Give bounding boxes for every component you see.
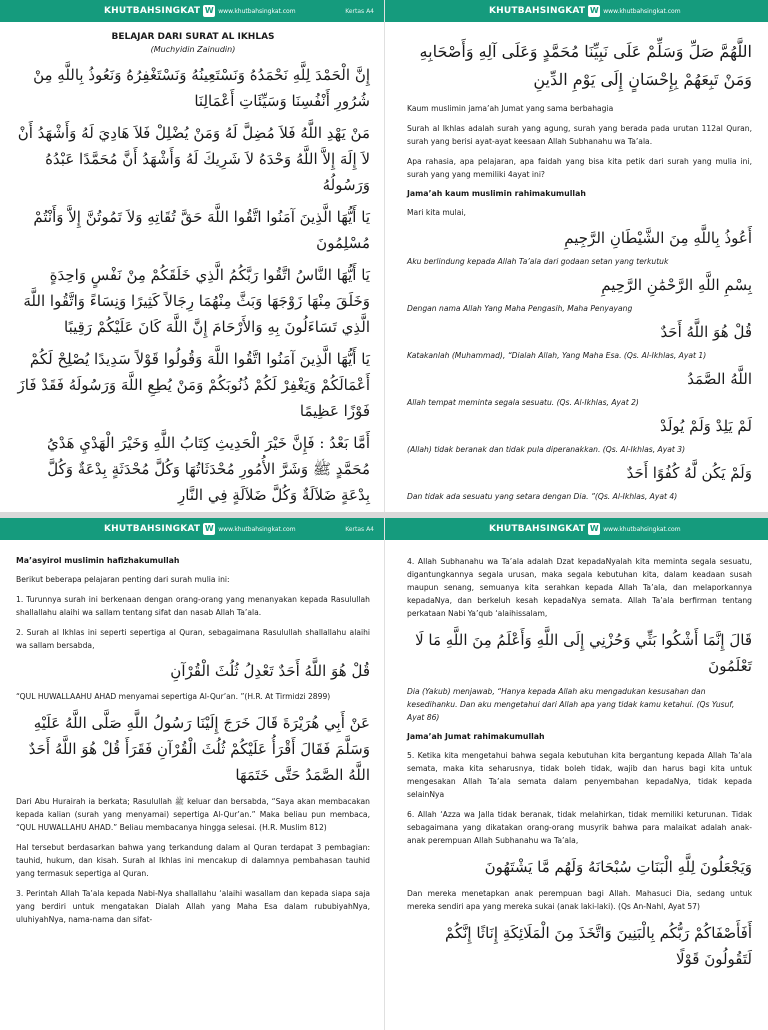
point-3: 3. Perintah Allah Ta’ala kepada Nabi-Nya shallallahu ‘alaihi wasallam dan kepada siapa saja yang berdiri untuk mengatakan Dialah Allah yang Maha Esa dalam rububiyahNya, uluhiyahNya, nama-nama dan sifat-	[16, 889, 370, 924]
arabic-shalawat: اللَّهُمَّ صَلِّ وَسَلِّمْ عَلَى نَبِيِّنَا مُحَمَّدٍ وَعَلَى آلِهِ وَأَصْحَابِهِ وَمَنْ تَبِعَهُمْ بِإِحْسَانٍ إِلَى يَوْمِ الدِّينِ	[419, 42, 752, 89]
paper-size-label: Kertas A4	[345, 7, 374, 15]
arabic-ayat-an-nisa: يَا أَيُّهَا النَّاسُ اتَّقُوا رَبَّكُمُ الَّذِي خَلَقَكُمْ مِنْ نَفْسٍ وَاحِدَةٍ وَخَلَقَ مِنْهَا زَوْجَهَا وَبَثَّ مِنْهُمَا رِجَالاً كَثِيرًا وَنِسَاءً وَاتَّقُوا اللَّهَ الَّذِي تَسَاءَلُونَ بِهِ وَالأَرْحَامَ إِنَّ اللَّهَ كَانَ عَلَيْكُمْ رَقِيبًا	[23, 266, 370, 336]
point-1: 1. Turunnya surah ini berkenaan dengan orang-orang yang menanyakan kepada Rasulullah shallallahu alaihi wa sallam tentang sifat dan nasab Allah Ta’ala.	[16, 595, 370, 617]
arabic-ayat-3: لَمْ يَلِدْ وَلَمْ يُولَدْ	[659, 417, 752, 435]
translation: Allah tempat meminta segala sesuatu. (Qs. Al-Ikhlas, Ayat 2)	[407, 398, 639, 407]
translation: (Allah) tidak beranak dan tidak pula diperanakkan. (Qs. Al-Ikhlas, Ayat 3)	[407, 445, 686, 454]
arabic-khutbah-opening: إِنَّ الْحَمْدَ لِلَّهِ نَحْمَدُهُ وَنَسْتَعِينُهُ وَنَسْتَغْفِرُهُ وَنَعُوذُ بِاللَّهِ مِنْ شُرُورِ أَنْفُسِنَا وَسَيِّئَاتِ أَعْمَالِنَا	[33, 66, 370, 110]
paragraph: Apa rahasia, apa pelajaran, apa faidah yang bisa kita petik dari surah yang mulia ini, surah yang yang memiliki 4ayat ini?	[407, 157, 752, 179]
section-heading: Jama’ah Jumat rahimakumullah	[407, 732, 545, 741]
hadith-translation: Dari Abu Hurairah ia berkata; Rasulullah ﷺ keluar dan bersabda, “Saya akan membacakan kepada kalian (surah yang menyamai) sepertiga Al-Qur’an.” Maka beliau pun membaca, “QUL HUWALLAHU AHAD.” Beliau membacanya hingga selesai. (H.R. Muslim 812)	[16, 797, 370, 832]
arabic-taawwudz: أَعُوذُ بِاللَّهِ مِنَ الشَّيْطَانِ الرَّجِيمِ	[564, 229, 752, 247]
section-heading: Ma’asyirol muslimin hafizhakumullah	[16, 556, 180, 565]
hadith-quote: “QUL HUWALLAAHU AHAD menyamai sepertiga Al-Qur’an. ”(H.R. At Tirmidzi 2899)	[16, 692, 331, 701]
brand-logo-icon: W	[204, 524, 214, 533]
arabic-ayat-1: قُلْ هُوَ اللَّهُ أَحَدٌ	[660, 323, 752, 341]
arabic-ayat-al-ahzab: يَا أَيُّهَا الَّذِينَ آمَنُوا اتَّقُوا اللَّهَ وَقُولُوا قَوْلاً سَدِيدًا يُصْلِحْ لَكُمْ أَعْمَالَكُمْ وَيَغْفِرْ لَكُمْ ذُنُوبَكُمْ وَمَنْ يُطِعِ اللَّهَ وَرَسُولَهُ فَقَدْ فَازَ فَوْزًا عَظِيمًا	[17, 350, 370, 420]
section-heading: Jama’ah kaum muslimin rahimakumullah	[407, 189, 586, 198]
page-2	[384, 0, 768, 512]
point-4: 4. Allah Subhanahu wa Ta’ala adalah Dzat kepadaNyalah kita meminta segala sesuatu, digantungkannya segala urusan, maka segala kebutuhan kita, dalam keadaan susah maupun senang, semuanya kita serahkan kepada Allah Ta’ala, dan melaporkannya kepadaNya, dan berkeluh kesah kepadaNya semata. Allah Ta’ala berfirman tentang perkataan Nabi Ya’qub ‘alaihissalam,	[407, 557, 752, 618]
page-header	[0, 0, 384, 22]
site-url[interactable]: www.khutbahsingkat.com	[218, 525, 296, 533]
document-title: BELAJAR DARI SURAT AL IKHLAS	[111, 32, 275, 42]
page-1	[0, 0, 384, 512]
arabic-ayat-ali-imran: يَا أَيُّهَا الَّذِينَ آمَنُوا اتَّقُوا اللَّهَ حَقَّ تُقَاتِهِ وَلاَ تَمُوتُنَّ إِلاَّ وَأَنْتُمْ مُسْلِمُونَ	[33, 208, 370, 252]
brand-name: KHUTBAHSINGKAT	[489, 6, 586, 16]
brand-logo-icon: W	[589, 524, 599, 533]
brand-logo-icon: W	[589, 6, 599, 15]
site-url[interactable]: www.khutbahsingkat.com	[603, 525, 681, 533]
translation: Katakanlah (Muhammad), “Dialah Allah, Yang Maha Esa. (Qs. Al-Ikhlas, Ayat 1)	[407, 351, 707, 360]
arabic-ayat-yusuf: قَالَ إِنَّمَا أَشْكُوا بَثِّي وَحُزْنِي إِلَى اللَّهِ وَأَعْلَمُ مِنَ اللَّهِ مَا لَا تَعْلَمُونَ	[415, 631, 752, 675]
arabic-hadith-long: عَنْ أَبِي هُرَيْرَةَ قَالَ خَرَجَ إِلَيْنَا رَسُولُ اللَّهِ صَلَّى اللَّهُ عَلَيْهِ وَسَلَّمَ فَقَالَ أَقْرَأُ عَلَيْكُمْ ثُلُثَ الْقُرْآنِ فَقَرَأَ قُلْ هُوَ اللَّهُ أَحَدٌ اللَّهُ الصَّمَدُ حَتَّى خَتَمَهَا	[28, 714, 370, 784]
brand-logo-icon: W	[204, 6, 214, 15]
arabic-amma-badu: أَمَّا بَعْدُ : فَإِنَّ خَيْرَ الْحَدِيثِ كِتَابُ اللَّهِ وَخَيْرَ الْهَدْيِ هَدْيُ مُحَمَّدٍ ﷺ وَشَرَّ الأُمُورِ مُحْدَثَاتُهَا وَكُلَّ مُحْدَثَةٍ بِدْعَةٌ وَكُلَّ بِدْعَةٍ ضَلاَلَةٌ وَكُلَّ ضَلاَلَةٍ فِي النَّارِ	[46, 434, 370, 504]
arabic-ayat-4: وَلَمْ يَكُن لَّهُ كُفُوًا أَحَدٌ	[626, 464, 752, 482]
paragraph: Surah al Ikhlas adalah surah yang agung, surah yang berada pada urutan 112al Quran, surah yang berisi ayat-ayat keesaan Allah Subhanahu wa Ta’ala.	[407, 124, 752, 146]
point-6: 6. Allah ‘Azza wa Jalla tidak beranak, tidak melahirkan, tidak memiliki keturunan. Tidak sebagaimana yang dikatakan orang-orang musyrik bahwa para malaikat adalah anak-anak perempuan Allah Subhanahu wa Ta’ala,	[407, 810, 752, 845]
arabic-ayat-al-isra: أَفَأَصْفَاكُمْ رَبُّكُم بِالْبَنِينَ وَاتَّخَذَ مِنَ الْمَلَائِكَةِ إِنَاثًا إِنَّكُمْ لَتَقُولُونَ قَوْلًا	[444, 924, 752, 968]
brand-name: KHUTBAHSINGKAT	[104, 6, 201, 16]
arabic-hadith-short: قُلْ هُوَ اللَّهُ أَحَدٌ تَعْدِلُ ثُلُثَ الْقُرْآنِ	[170, 662, 370, 680]
brand-name: KHUTBAHSINGKAT	[104, 524, 201, 534]
paragraph: Hal tersebut berdasarkan bahwa yang terkandung dalam al Quran terdapat 3 pembagian: tauhid, hukum, dan kisah. Surah al Ikhlas ini mencakup di dalamnya pembahasan tauhid yang termasuk sepertiga al Quran.	[16, 843, 370, 878]
point-2: 2. Surah al Ikhlas ini seperti sepertiga al Quran, sebagaimana Rasulullah shallallahu alaihi wa sallam bersabda,	[16, 628, 370, 650]
translation: Dia (Yakub) menjawab, “Hanya kepada Allah aku mengadukan kesusahan dan kesedihanku. Dan aku mengetahui dari Allah apa yang tidak kamu ketahui. (Qs Yusuf, Ayat 86)	[407, 687, 735, 722]
arabic-basmalah: بِسْمِ اللَّهِ الرَّحْمَٰنِ الرَّحِيمِ	[601, 276, 752, 294]
point-5: 5. Ketika kita mengetahui bahwa segala kebutuhan kita bergantung kepada Allah Ta’ala semata, maka kita seharusnya, tidak boleh tidak, wajib dan harus bagi kita untuk mengesakan Allah Ta’ala semata dalam penyembahan kepadaNya, tidak kepada selainNya	[407, 751, 752, 799]
translation: Dan mereka menetapkan anak perempuan bagi Allah. Mahasuci Dia, sedang untuk mereka sendiri apa yang mereka sukai (anak laki-laki). (Qs An-Nahl, Ayat 57)	[407, 889, 752, 911]
site-url[interactable]: www.khutbahsingkat.com	[218, 7, 296, 15]
page-header	[385, 518, 768, 540]
translation: Aku berlindung kepada Allah Ta’ala dari godaan setan yang terkutuk	[407, 257, 669, 266]
paragraph: Berikut beberapa pelajaran penting dari surah mulia ini:	[16, 575, 230, 584]
translation: Dan tidak ada sesuatu yang setara dengan Dia. ”(Qs. Al-Ikhlas, Ayat 4)	[407, 492, 678, 501]
page-header	[0, 518, 384, 540]
page-3	[0, 518, 384, 1030]
brand-name: KHUTBAHSINGKAT	[489, 524, 586, 534]
arabic-ayat-2: اللَّهُ الصَّمَدُ	[687, 370, 752, 388]
arabic-ayat-an-nahl: وَيَجْعَلُونَ لِلَّهِ الْبَنَاتِ سُبْحَانَهُ وَلَهُم مَّا يَشْتَهُونَ	[484, 858, 752, 876]
translation: Dengan nama Allah Yang Maha Pengasih, Maha Penyayang	[407, 304, 633, 313]
page-header	[385, 0, 768, 22]
paragraph: Mari kita mulai,	[407, 208, 466, 217]
greeting: Kaum muslimin jama’ah Jumat yang sama berbahagia	[407, 104, 614, 113]
site-url[interactable]: www.khutbahsingkat.com	[603, 7, 681, 15]
arabic-syahadat: مَنْ يَهْدِ اللَّهُ فَلاَ مُضِلَّ لَهُ وَمَنْ يُضْلِلْ فَلاَ هَادِيَ لَهُ وَأَشْهَدُ أَنْ لاَ إِلَهَ إِلاَّ اللَّهُ وَحْدَهُ لاَ شَرِيكَ لَهُ وَأَشْهَدُ أَنَّ مُحَمَّدًا عَبْدُهُ وَرَسُولُهُ	[17, 124, 370, 194]
page-4	[384, 518, 768, 1030]
paper-size-label: Kertas A4	[345, 525, 374, 533]
document-author: (Muchyidin Zainudin)	[150, 45, 236, 54]
